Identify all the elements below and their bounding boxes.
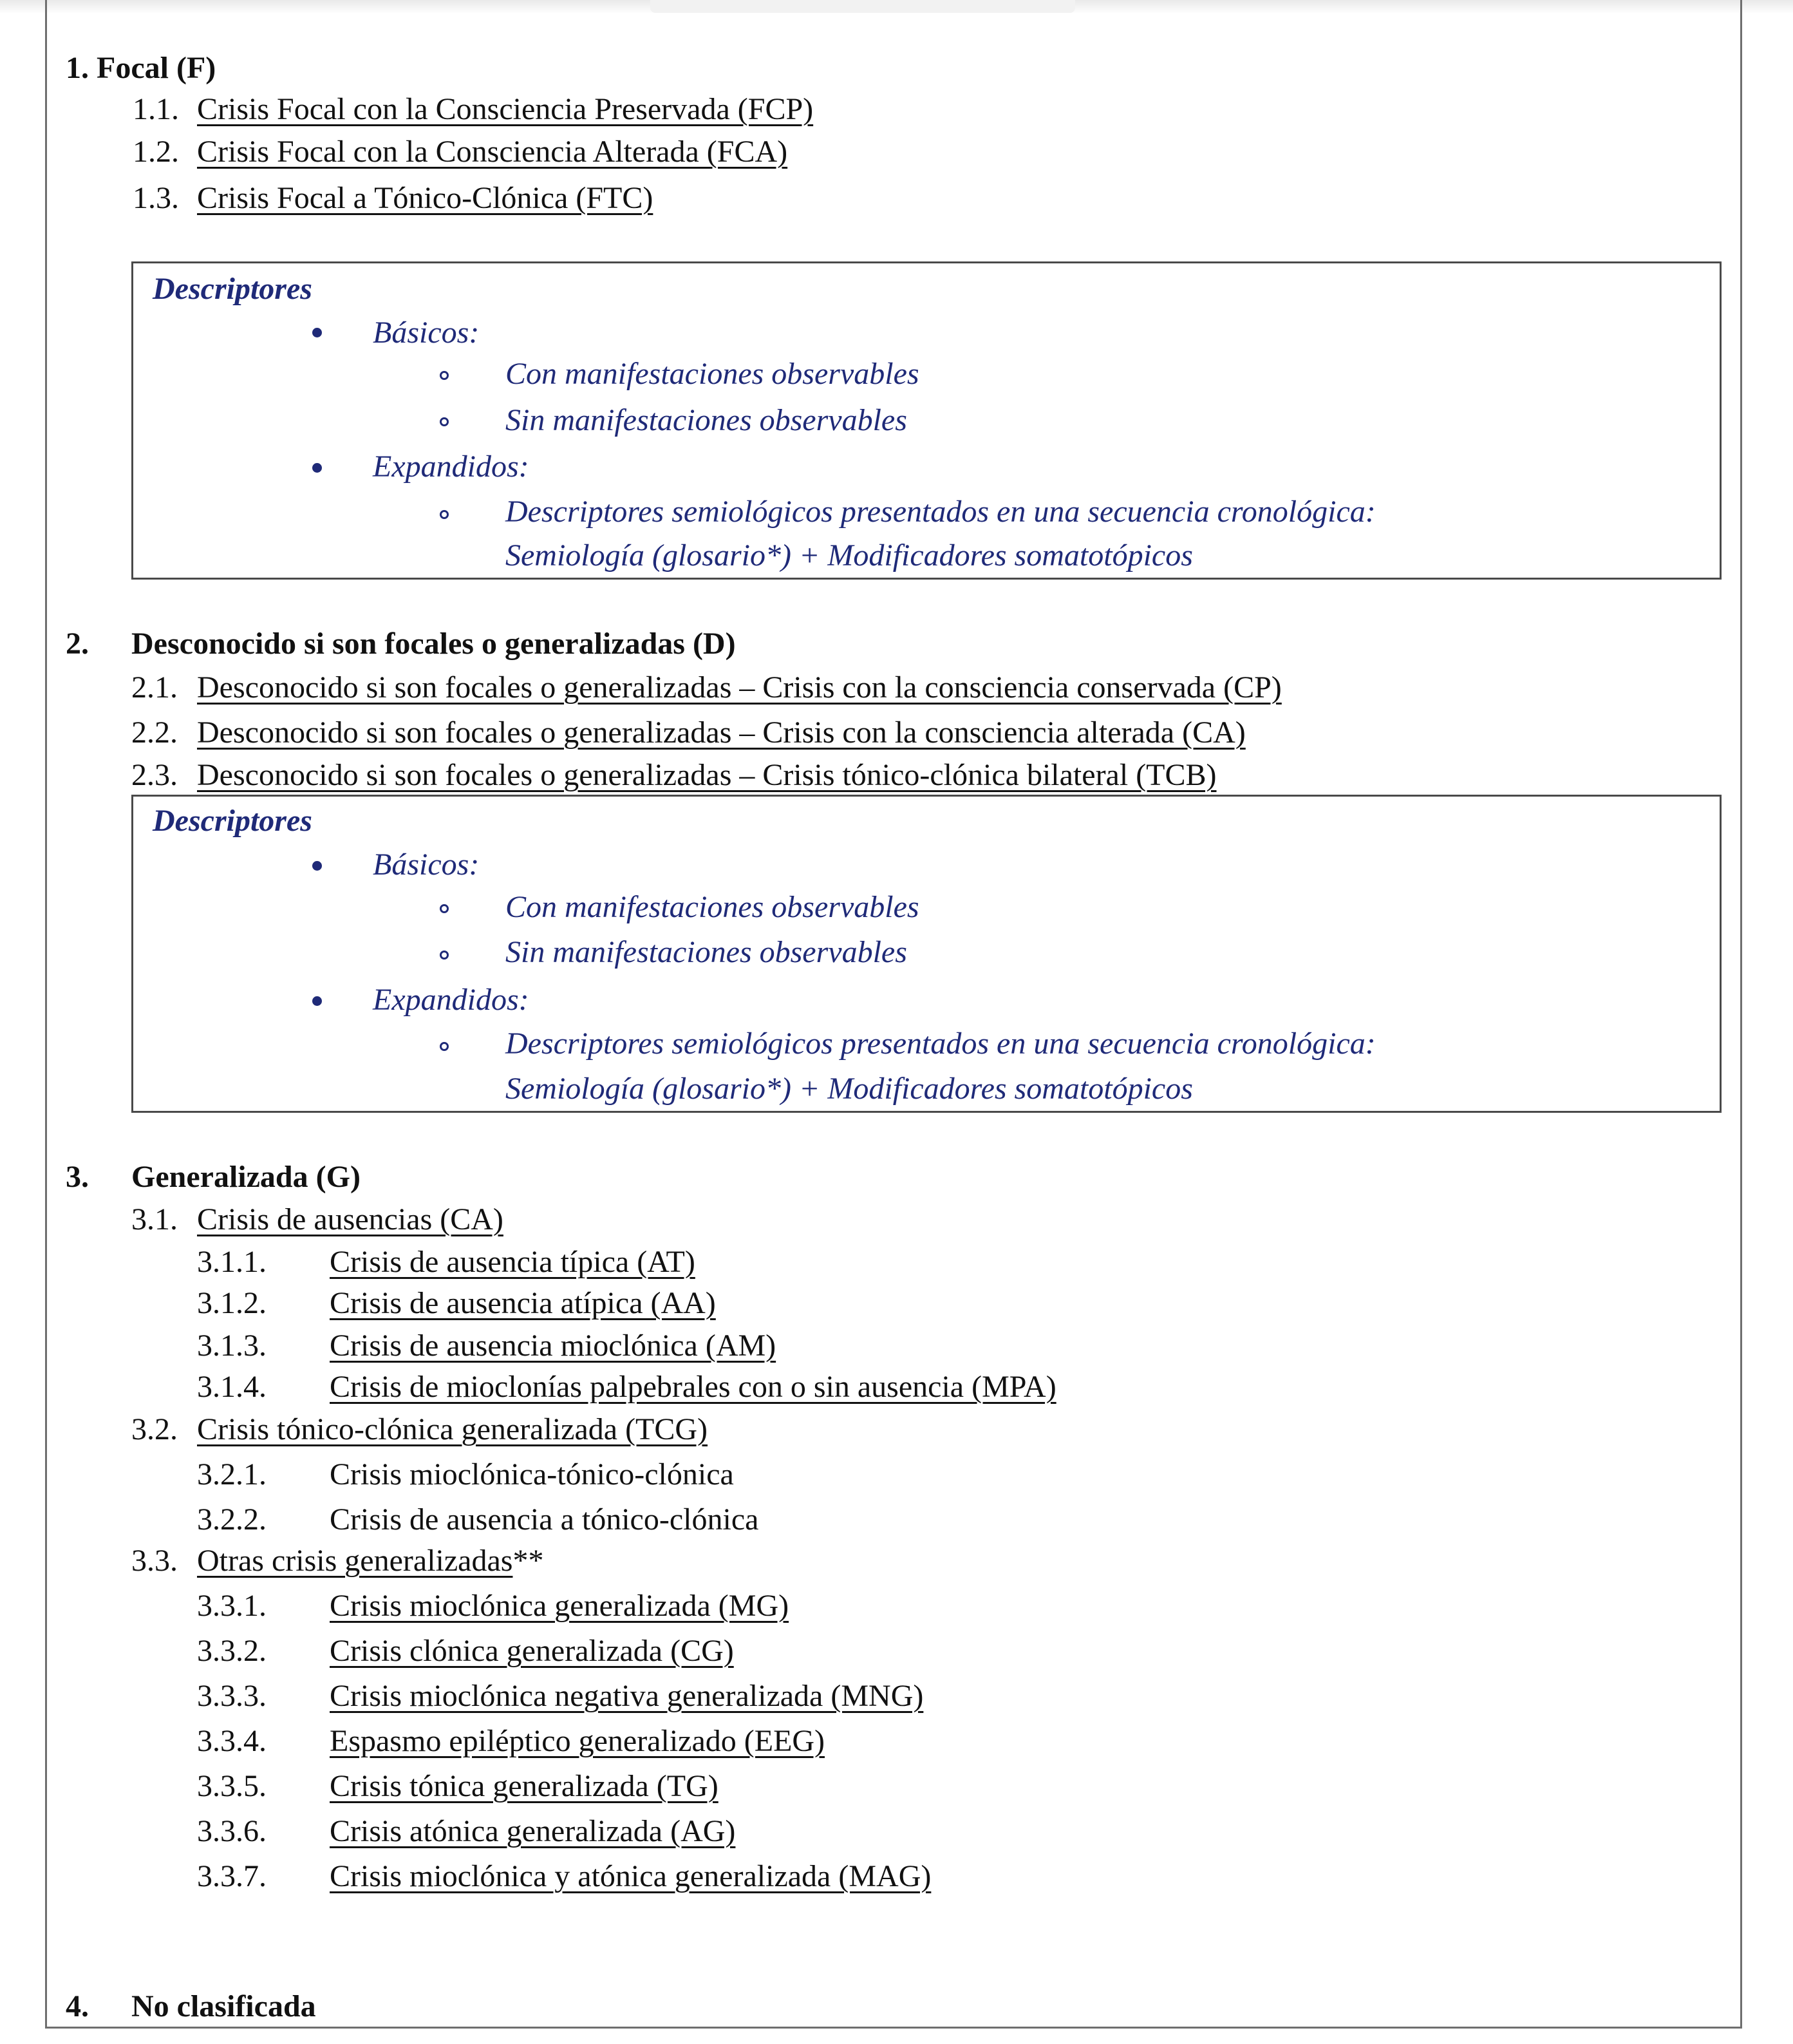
item-link[interactable]: Crisis tónico-clónica generalizada (TCG) xyxy=(197,1412,708,1446)
bullet-icon xyxy=(312,996,322,1006)
item-link[interactable]: Desconocido si son focales o generalizadas – Crisis tónico-clónica bilateral (TCB) xyxy=(197,758,1217,792)
item-number: 3.3.1. xyxy=(197,1589,267,1623)
item-number: 1.1. xyxy=(133,92,179,126)
footnote-marker: ** xyxy=(512,1544,544,1578)
bullet-icon xyxy=(312,328,322,337)
circle-bullet-icon xyxy=(440,510,449,519)
descriptor-expanded-2: Semiología (glosario*) + Modificadores somatotópicos xyxy=(505,1072,1193,1106)
item-number: 3.1. xyxy=(131,1202,178,1236)
descriptor-expanded-label: Expandidos: xyxy=(373,983,529,1017)
item-link[interactable]: Crisis de ausencia mioclónica (AM) xyxy=(330,1329,776,1363)
section-4-number: 4. xyxy=(66,1989,89,2023)
item-number: 2.1. xyxy=(131,670,178,705)
item-number: 3.3.5. xyxy=(197,1769,267,1803)
section-3-number: 3. xyxy=(66,1160,89,1194)
item-link[interactable]: Desconocido si son focales o generalizadas – Crisis con la consciencia conservada (CP) xyxy=(197,670,1282,705)
item-number: 3.1.2. xyxy=(197,1286,267,1320)
descriptor-basic-2: Sin manifestaciones observables xyxy=(505,403,907,437)
item-link[interactable]: Crisis mioclónica negativa generalizada (MNG) xyxy=(330,1679,924,1713)
descriptors-title: Descriptores xyxy=(153,272,312,306)
item-link[interactable]: Crisis Focal con la Consciencia Alterada (FCA) xyxy=(197,135,788,169)
item-number: 3.3.3. xyxy=(197,1679,267,1713)
item-number: 2.2. xyxy=(131,715,178,750)
descriptor-expanded-1: Descriptores semiológicos presentados en una secuencia cronológica: xyxy=(505,495,1376,529)
item-link[interactable]: Crisis Focal a Tónico-Clónica (FTC) xyxy=(197,181,653,215)
item-number: 3.3. xyxy=(131,1544,178,1578)
bullet-icon xyxy=(312,463,322,473)
item-number: 1.3. xyxy=(133,181,179,215)
descriptors-box-1 xyxy=(131,261,1722,580)
item-number: 3.1.1. xyxy=(197,1245,267,1279)
descriptor-basic-1: Con manifestaciones observables xyxy=(505,890,919,924)
item-link[interactable]: Crisis Focal con la Consciencia Preservada (FCP) xyxy=(197,92,814,126)
item-number: 1.2. xyxy=(133,135,179,169)
descriptor-expanded-1: Descriptores semiológicos presentados en una secuencia cronológica: xyxy=(505,1027,1376,1061)
circle-bullet-icon xyxy=(440,951,449,960)
descriptors-box-2 xyxy=(131,795,1722,1113)
descriptor-expanded-label: Expandidos: xyxy=(373,449,529,484)
item-link[interactable]: Crisis de ausencia típica (AT) xyxy=(330,1245,695,1279)
circle-bullet-icon xyxy=(440,371,449,380)
item-link[interactable]: Otras crisis generalizadas xyxy=(197,1544,513,1578)
item-link[interactable]: Crisis tónica generalizada (TG) xyxy=(330,1769,718,1803)
descriptor-basic-label: Básicos: xyxy=(373,847,480,882)
item-number: 3.3.7. xyxy=(197,1859,267,1893)
item-link[interactable]: Crisis de ausencia atípica (AA) xyxy=(330,1286,716,1320)
item-number: 3.2.1. xyxy=(197,1457,267,1491)
item-link[interactable]: Desconocido si son focales o generalizadas – Crisis con la consciencia alterada (CA) xyxy=(197,715,1246,750)
bullet-icon xyxy=(312,861,322,871)
descriptor-expanded-2: Semiología (glosario*) + Modificadores somatotópicos xyxy=(505,538,1193,573)
item-number: 3.2. xyxy=(131,1412,178,1446)
item-text: Crisis de ausencia a tónico-clónica xyxy=(330,1502,759,1537)
descriptor-basic-1: Con manifestaciones observables xyxy=(505,357,919,391)
section-1-heading: 1. Focal (F) xyxy=(66,51,216,85)
descriptor-basic-2: Sin manifestaciones observables xyxy=(505,935,907,969)
item-number: 2.3. xyxy=(131,758,178,792)
item-number: 3.3.2. xyxy=(197,1634,267,1668)
circle-bullet-icon xyxy=(440,417,449,426)
item-link[interactable]: Crisis clónica generalizada (CG) xyxy=(330,1634,734,1668)
section-3-heading: Generalizada (G) xyxy=(131,1160,361,1194)
item-link[interactable]: Crisis de ausencias (CA) xyxy=(197,1202,503,1236)
circle-bullet-icon xyxy=(440,1042,449,1051)
item-number: 3.1.4. xyxy=(197,1370,267,1404)
descriptors-title: Descriptores xyxy=(153,804,312,838)
descriptor-basic-label: Básicos: xyxy=(373,316,480,350)
circle-bullet-icon xyxy=(440,904,449,913)
section-4-heading: No clasificada xyxy=(131,1989,316,2023)
item-link[interactable]: Crisis mioclónica generalizada (MG) xyxy=(330,1589,789,1623)
item-number: 3.3.6. xyxy=(197,1814,267,1848)
item-link[interactable]: Crisis de mioclonías palpebrales con o sin ausencia (MPA) xyxy=(330,1370,1056,1404)
item-number: 3.1.3. xyxy=(197,1329,267,1363)
item-link[interactable]: Crisis mioclónica y atónica generalizada (MAG) xyxy=(330,1859,932,1893)
section-2-heading: Desconocido si son focales o generalizadas (D) xyxy=(131,627,736,661)
item-link[interactable]: Espasmo epiléptico generalizado (EEG) xyxy=(330,1724,825,1758)
item-text: Crisis mioclónica-tónico-clónica xyxy=(330,1457,734,1491)
item-number: 3.3.4. xyxy=(197,1724,267,1758)
section-2-number: 2. xyxy=(66,627,89,661)
item-number: 3.2.2. xyxy=(197,1502,267,1537)
item-link[interactable]: Crisis atónica generalizada (AG) xyxy=(330,1814,736,1848)
